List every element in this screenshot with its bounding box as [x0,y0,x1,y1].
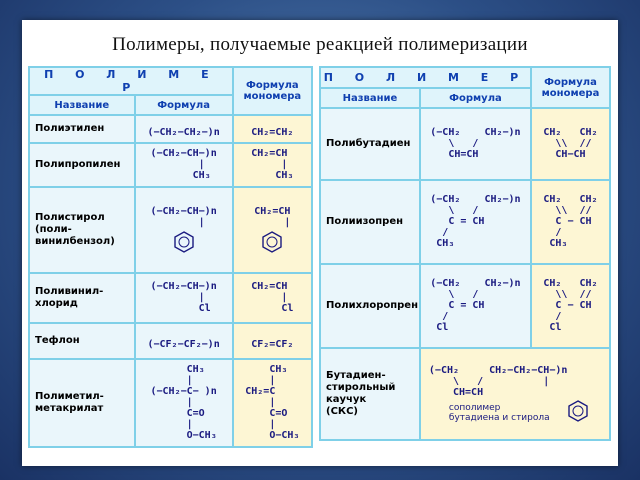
polymer-name: Полистирол (поли- винилбензол) [29,187,135,273]
polymer-name: Поливинил- хлорид [29,273,135,323]
table-row [29,323,312,359]
polymer-name: Полихлоропрен [320,264,420,348]
polymer-header: П О Л И М Е Р [320,67,531,88]
page-title: Полимеры, получаемые реакцией полимеризации [112,34,528,55]
right-polymer-table [319,66,611,441]
polymer-formula: (−CH₂ CH₂−)n \ / C = CH / Cl [430,278,521,333]
polymer-formula: CH₃ | (−CH₂−C− )n | C=O | O−CH₃ [150,364,217,441]
monomer-formula: CH₂=CH | Cl [251,281,294,314]
monomer-formula: CH₂=CH₂ [251,126,294,138]
table-row [320,108,610,180]
polymer-formula: (−CH₂ CH₂−CH₂−CH−)n \ / | CH=CH [428,365,568,398]
table-row [29,273,312,323]
monomer-formula: CH₂=CH | CH₃ [251,148,294,181]
polymer-name: Тефлон [29,323,135,359]
monomer-formula: CH₂=CH | [254,206,291,228]
table-row [29,359,312,447]
table-row [320,180,610,264]
table-row [320,348,610,440]
polymer-name: Бутадиен- стирольный каучук (СКС) [320,348,420,440]
polymer-name: Полиэтилен [29,115,135,143]
polymer-name: Полибутадиен [320,108,420,180]
formula-header: Формула [420,88,531,108]
table-row [29,143,312,187]
formula-header: Формула [135,95,233,115]
polymer-formula: (−CH₂−CH−)n | Cl [150,281,217,314]
polymer-formula: (−CH₂−CH−)n | CH₃ [150,148,217,181]
benzene-ring-icon [261,230,283,254]
table-row [29,115,312,143]
left-polymer-table [28,66,313,448]
polymer-name: Полипропилен [29,143,135,187]
polymer-name: Полиметил- метакрилат [29,359,135,447]
monomer-formula: CH₃ | CH₂=C | C=O | O−CH₃ [245,364,300,441]
monomer-formula: CF₂=CF₂ [251,338,294,350]
benzene-ring-icon [173,230,195,254]
name-header: Название [320,88,420,108]
monomer-formula-header: Формула мономера [531,67,610,108]
table-row [320,264,610,348]
polymer-formula: (−CH₂ CH₂−)n \ / C = CH / CH₃ [430,194,521,249]
polymer-header: П О Л И М Е Р [29,67,233,95]
monomer-formula: CH₂ CH₂ \\ // CH−CH [543,127,598,160]
copolymer-note: сополимер бутадиена и стирола [448,403,550,423]
table-row [29,187,312,273]
polymer-formula: (−CH₂ CH₂−)n \ / CH=CH [430,127,521,160]
slide [22,20,618,466]
name-header: Название [29,95,135,115]
monomer-formula: CH₂ CH₂ \\ // C − CH / CH₃ [543,194,598,249]
polymer-formula: (−CH₂−CH₂−)n [147,126,220,138]
polymer-name: Полиизопрен [320,180,420,264]
polymer-formula: (−CF₂−CF₂−)n [147,338,220,350]
monomer-formula: CH₂ CH₂ \\ // C − CH / Cl [543,278,598,333]
monomer-formula-header: Формула мономера [233,67,312,115]
polymer-formula: (−CH₂−CH−)n | [150,206,217,228]
